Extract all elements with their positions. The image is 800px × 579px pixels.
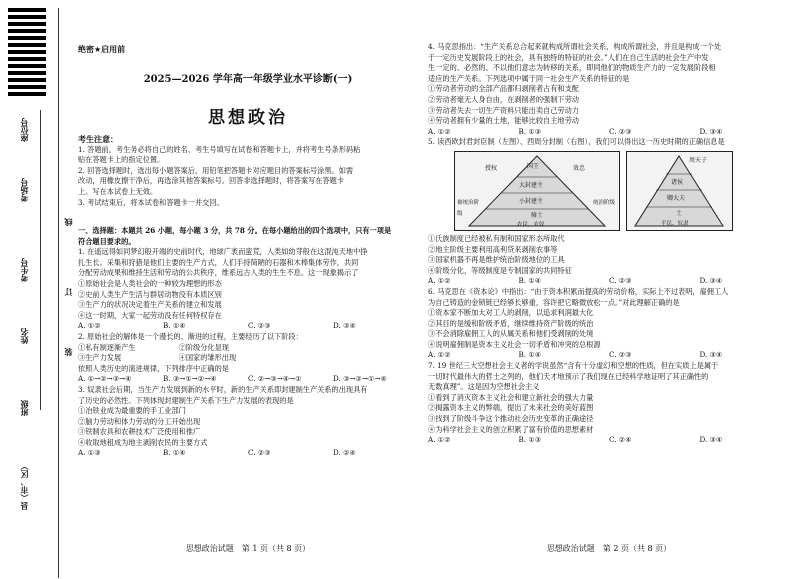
option-d: D. ③④ bbox=[699, 435, 723, 445]
option-b: B. ①④ bbox=[518, 276, 542, 286]
notice-line: 2. 回答选择题时，选出每小题答案后，用铅笔把答题卡对应题目的答案标号涂黑。如需 bbox=[78, 165, 354, 175]
tier-knights: 骑士 bbox=[531, 211, 544, 219]
option-c: C. ②③ bbox=[609, 350, 632, 360]
page-2 bbox=[428, 0, 790, 579]
q2-stem: 依照人类历史的演进规律，下列排序中正确的是 bbox=[78, 363, 229, 373]
section-heading: 一、选择题：本题共 26 小题，每小题 3 分，共 78 分。在每小题给出的四个选项中，只有一项是 bbox=[78, 226, 392, 235]
county-label: 县（市、区） bbox=[19, 462, 29, 510]
field-line bbox=[40, 110, 41, 410]
notice-line: 1. 答题前，考生务必将自己的姓名、考生号填写在试卷和答题卡上，并将考生号条形码粘 bbox=[78, 144, 361, 154]
q5-item: ③国家机器不再是维护统治阶级地位的工具 bbox=[428, 255, 565, 265]
question-4: 适应的生产关系。下列选项中属于同一社会生产关系的特征的是 bbox=[428, 73, 630, 83]
option-d: D. ③④ bbox=[333, 321, 356, 331]
q6-item: ③不会消除雇佣工人的从属关系和他们受剥削的处境 bbox=[428, 329, 594, 339]
name-label: 姓名 bbox=[19, 328, 29, 344]
student-no-label: 考生号 bbox=[19, 258, 29, 282]
q3-item: ③铁制农具和农耕技术广泛使用和推广 bbox=[78, 427, 201, 437]
question-3: 了历史的必然性。下列体现封建制生产关系下生产力发展的表现的是 bbox=[78, 395, 294, 405]
notice-block bbox=[78, 134, 418, 208]
q1-item: ②史前人类生产生活与群居动物没有本质区别 bbox=[78, 289, 222, 299]
option-a: A. ①② bbox=[428, 126, 451, 136]
q3-item: ②脑力劳动和体力劳动的分工开始出现 bbox=[78, 416, 201, 426]
q3-item: ④收取地租成为地主剥削农民的主要方式 bbox=[78, 437, 208, 447]
notice-line: 贴在答题卡上的指定位置。 bbox=[78, 155, 165, 165]
question-4: 生一定的、必然的、不以他们意志为转移的关系，即同他们的物质生产力的一定发展阶段相 bbox=[428, 63, 716, 73]
line-mark: 线 bbox=[63, 218, 73, 226]
exam-title: 2025—2026 学年高一年级学业水平诊断(一) bbox=[143, 74, 353, 85]
tier-ministers: 卿大夫 bbox=[667, 194, 686, 202]
question-1: 扎生长。采集和狩猎是他们主要的生产方式，人们手持简陋的石器和木棒集体劳作，共同 bbox=[78, 257, 359, 267]
q7-item: ③找到了阶级斗争这个推动社会历史变革的正确途径 bbox=[428, 414, 594, 424]
q5-item: ①氏族制度已经被私有制和国家形态所取代 bbox=[428, 233, 565, 243]
q6-options bbox=[428, 350, 790, 361]
q1-item: ③生产力的状况决定着生产关系的建立和发展 bbox=[78, 300, 222, 310]
question-6: 6. 马克思在《资本论》中指出：“由于资本积累而提高的劳动价格，实际上不过表明，雇佣工人 bbox=[428, 286, 729, 296]
option-a: A. ①→②→③→④ bbox=[78, 374, 132, 384]
q3-options bbox=[78, 448, 418, 459]
option-b: B. ③→①→②→④ bbox=[163, 374, 217, 384]
q2-options bbox=[78, 374, 418, 385]
q1-item: ①原始社会是人类社会的一种较为理想的形态 bbox=[78, 278, 222, 288]
q6-item: ①资本家不断加大对工人的剥削，以追求利润最大化 bbox=[428, 308, 594, 318]
option-a: A. ①② bbox=[78, 321, 101, 331]
option-c: C. ②③ bbox=[609, 126, 632, 136]
ruled-class-note: 被统治阶级 bbox=[457, 199, 480, 217]
question-7: 7. 19 世纪三大空想社会主义者的学说虽然“含有十分虚幻和空想的性质，但在实质上是属于 bbox=[428, 361, 719, 371]
feudal-europe-diagram bbox=[454, 151, 620, 231]
q7-item: ②揭露资本主义的弊端，提出了未来社会的美好蓝图 bbox=[428, 403, 594, 413]
q7-options bbox=[428, 435, 790, 446]
q5-figures bbox=[454, 151, 790, 231]
question-5: 5. 读西欧封君封臣制（左图）、西周分封制（右图），我们可以得出这一历史时期的正确信息是 bbox=[428, 137, 725, 147]
question-1: 分配劳动成果和维持生活和劳动的公共秩序，维系远古人类的生生不息。这一现象揭示了 bbox=[78, 268, 359, 278]
grant-label: 授权 bbox=[485, 164, 498, 172]
loyalty-label: 效忠 bbox=[573, 164, 586, 172]
notice-title: 考生注意： bbox=[78, 134, 118, 144]
q4-options bbox=[428, 127, 790, 138]
question-1: 1. 在遥远得如同梦幻般开端的史前时代，地球广袤而蛮荒，人类如幼芽般在这混沌天地中挣 bbox=[78, 247, 368, 257]
binding-strip bbox=[0, 0, 78, 579]
question-4: 于一定历史发展阶段上的社会，具有独特的特征的社会。”人们在自己生活的社会生产中发 bbox=[428, 52, 709, 62]
page-footer: 思想政治试题 第 2 页（共 8 页） bbox=[546, 544, 672, 553]
barcode-stripes bbox=[8, 8, 46, 98]
q2-item: ①私有制逐渐产生 ②阶级分化显现 bbox=[78, 342, 229, 352]
option-c: C. ②④ bbox=[609, 435, 632, 445]
question-6: 为自己铸造的金锁链已经够长够重，容许把它略微放松一点。”对此理解正确的是 bbox=[428, 297, 680, 307]
option-b: B. ①④ bbox=[163, 321, 186, 331]
seal-mark: 装 bbox=[63, 348, 73, 356]
q6-item: ④说明雇佣制是资本主义社会一切矛盾和冲突的总根源 bbox=[428, 339, 601, 349]
option-a: A. ①③ bbox=[78, 448, 101, 458]
tier-shi: 士 bbox=[676, 209, 683, 217]
section-heading: 符合题目要求的。 bbox=[78, 236, 136, 246]
option-c: C. ②③ bbox=[248, 448, 271, 458]
page-1 bbox=[78, 0, 418, 579]
option-d: D. ②④ bbox=[333, 448, 356, 458]
q4-item: ②劳动者毫无人身自由，在剥削者的强制下劳动 bbox=[428, 94, 579, 104]
option-c: C. ②③ bbox=[248, 321, 271, 331]
option-a: A. ①② bbox=[428, 350, 451, 360]
notice-line: 3. 考试结束后，将本试卷和答题卡一并交回。 bbox=[78, 197, 224, 207]
q5-item: ②地主阶级主要利用高利贷来剥削农事等 bbox=[428, 244, 558, 254]
tier-vassals: 诸侯 bbox=[671, 178, 684, 186]
option-c: C. ②→③→④→① bbox=[248, 374, 302, 384]
option-d: D. ③④ bbox=[699, 276, 723, 286]
tier-small-lords: 小封建主 bbox=[519, 197, 544, 205]
option-a: A. ①② bbox=[428, 435, 451, 445]
tier-great-lords: 大封建主 bbox=[519, 181, 544, 189]
option-b: B. ①④ bbox=[518, 350, 542, 360]
subject-title: 思想政治 bbox=[208, 108, 288, 128]
binding-line bbox=[58, 8, 59, 578]
class-label: 班级 bbox=[19, 400, 29, 416]
question-2: 2. 原始社会的解体是一个漫长的、渐进的过程，主要经历了以下阶段： bbox=[78, 331, 303, 341]
tier-king: 国王 bbox=[527, 162, 540, 170]
q1-options bbox=[78, 321, 418, 332]
zhou-enfeoffment-diagram bbox=[626, 151, 733, 231]
secret-mark: 绝密★启用前 bbox=[78, 45, 126, 54]
q6-item: ②其目的是缓和阶级矛盾，继续维持资产阶级的统治 bbox=[428, 318, 594, 328]
notice-line: 改动，用橡皮擦干净后，再选涂其他答案标号。回答非选择题时，将答案写在答题卡 bbox=[78, 176, 344, 186]
seat-label: 座位号 bbox=[19, 118, 29, 142]
option-a: A. ①② bbox=[428, 276, 451, 286]
page-footer: 思想政治试题 第 1 页（共 8 页） bbox=[185, 544, 311, 553]
q1-item: ④这一时期，大家一起劳动没有任何特权存在 bbox=[78, 310, 222, 320]
q5-item: ④阶级分化，等级制度是专制国家的共同特征 bbox=[428, 265, 572, 275]
bind-mark: 订 bbox=[63, 288, 73, 296]
ruling-class-note: 统治阶级 bbox=[593, 199, 616, 206]
option-b: B. ①③ bbox=[518, 435, 542, 445]
tier-son-of-heaven: 周天子 bbox=[689, 156, 708, 164]
option-d: D. ③④ bbox=[699, 350, 723, 360]
tier-commoners: 平民、奴隶 bbox=[661, 220, 689, 227]
notice-line: 上。写在本试卷上无效。 bbox=[78, 186, 158, 196]
q7-item: ④为科学社会主义的创立积累了富有价值的思想素材 bbox=[428, 424, 594, 434]
option-b: B. ①③ bbox=[518, 126, 542, 136]
question-7: 无数真理”。这是因为空想社会主义 bbox=[428, 382, 540, 392]
questions-page1 bbox=[78, 226, 418, 459]
tier-peasants: 农民、农奴 bbox=[517, 221, 545, 228]
option-c: C. ②③ bbox=[609, 276, 632, 286]
q2-item: ③生产力发展 ④国家的雏形出现 bbox=[78, 353, 237, 363]
q4-item: ④劳动者拥有少量的土地，能够比较自主地劳动 bbox=[428, 116, 579, 126]
q3-item: ①冶铁业成为最重要的手工业部门 bbox=[78, 406, 186, 416]
exam-no-label: 考场号 bbox=[19, 178, 29, 202]
question-3: 3. 奴隶社会后期，当生产力发展到新的水平时，新的生产关系即封建制生产关系的出现具有 bbox=[78, 384, 368, 394]
option-d: D. ③④ bbox=[699, 126, 723, 136]
q4-item: ①劳动者劳动的全部产品都归剥削者占有和支配 bbox=[428, 84, 579, 94]
q4-item: ③劳动者失去一切生产资料只能出卖自己劳动力 bbox=[428, 105, 579, 115]
q7-item: ①看到了消灭资本主义社会和建立新社会的强大力量 bbox=[428, 392, 594, 402]
question-4: 4. 马克思指出：“生产关系总合起来就构成所谓社会关系，构成所谓社会，并且是构成一个处 bbox=[428, 42, 722, 51]
option-b: B. ①④ bbox=[163, 448, 186, 458]
q5-options bbox=[428, 276, 790, 287]
option-d: D. ③→②→①→④ bbox=[333, 374, 387, 384]
questions-page2 bbox=[428, 42, 790, 446]
question-7: 一切时代最伟大的哲士之列的，他们天才地预示了我们现在已经科学地证明了其正确性的 bbox=[428, 371, 709, 381]
